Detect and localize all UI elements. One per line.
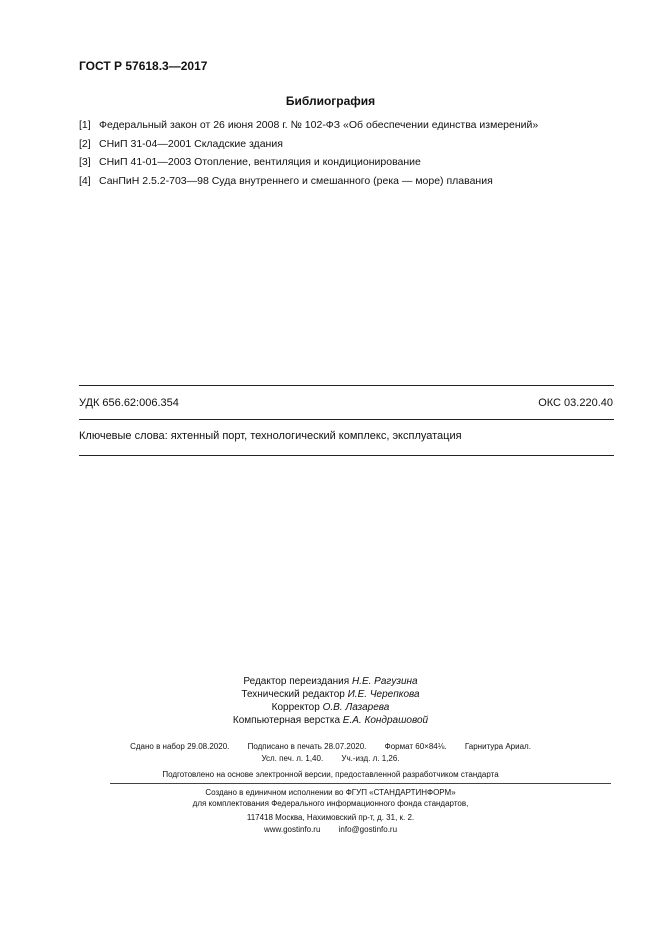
bibliography-item	[79, 138, 283, 150]
bibliography-item-text: СанПиН 2.5.2-703—98 Суда внутреннего и смешанного (река — море) плавания	[99, 175, 493, 187]
standard-number: ГОСТ Р 57618.3—2017	[79, 59, 208, 73]
divider-middle	[79, 419, 614, 420]
credit-name: О.В. Лазарева	[322, 702, 390, 713]
bibliography-item-text: СНиП 31-04—2001 Складские здания	[99, 138, 283, 150]
bibliography-item-text: Федеральный закон от 26 июня 2008 г. № 102-ФЗ «Об обеспечении единства измерений»	[99, 119, 539, 131]
print-info-item: Сдано в набор 29.08.2020.	[130, 742, 230, 751]
bibliography-item-text: СНиП 41-01—2003 Отопление, вентиляция и кондиционирование	[99, 156, 421, 168]
bibliography-item	[79, 119, 538, 131]
website-link[interactable]: www.gostinfo.ru	[263, 825, 321, 834]
divider-top	[79, 385, 614, 386]
credit-label: Корректор	[271, 702, 320, 713]
credit-layout	[0, 714, 661, 728]
oks-code: ОКС 03.220.40	[538, 397, 613, 409]
publisher-address: 117418 Москва, Нахимовский пр-т, д. 31, к. 2.	[246, 813, 415, 822]
credit-corrector	[0, 701, 661, 715]
credit-name: И.Е. Черепкова	[347, 689, 420, 700]
bibliography-item	[79, 156, 421, 168]
print-info-line-2	[0, 754, 661, 763]
bibliography-item-number: [3]	[79, 156, 91, 168]
bibliography-item-number: [2]	[79, 138, 91, 150]
prepared-note: Подготовлено на основе электронной версии, предоставленной разработчиком стандарта	[162, 770, 499, 779]
divider-bottom	[79, 455, 614, 456]
credit-label: Редактор переиздания	[243, 676, 350, 687]
publisher-line-1: Создано в единичном исполнении во ФГУП «СТАНДАРТИНФОРМ»	[205, 788, 456, 797]
credit-name: Е.А. Кондрашовой	[342, 715, 429, 726]
print-info-item: Уч.-изд. л. 1,26.	[341, 754, 400, 763]
print-info-item: Формат 60×84⅛.	[384, 742, 447, 751]
credit-editor	[0, 675, 661, 689]
bibliography-title: Библиография	[285, 94, 376, 108]
publisher-line-2: для комплектования Федерального информационного фонда стандартов,	[192, 799, 469, 808]
print-info-item: Усл. печ. л. 1,40.	[261, 754, 324, 763]
bibliography-item	[79, 175, 493, 187]
email-link[interactable]: info@gostinfo.ru	[338, 825, 398, 834]
udk-code: УДК 656.62:006.354	[79, 397, 179, 409]
credit-tech-editor	[0, 688, 661, 702]
keywords: Ключевые слова: яхтенный порт, технологический комплекс, эксплуатация	[79, 430, 462, 442]
publisher-divider	[110, 783, 611, 784]
print-info-item: Подписано в печать 28.07.2020.	[247, 742, 367, 751]
print-info-item: Гарнитура Ариал.	[464, 742, 531, 751]
bibliography-item-number: [1]	[79, 119, 91, 131]
publisher-contacts	[0, 825, 661, 834]
credit-label: Компьютерная верстка	[232, 715, 341, 726]
print-info-line-1	[0, 742, 661, 751]
bibliography-item-number: [4]	[79, 175, 91, 187]
credit-label: Технический редактор	[241, 689, 345, 700]
credit-name: Н.Е. Рагузина	[351, 676, 418, 687]
